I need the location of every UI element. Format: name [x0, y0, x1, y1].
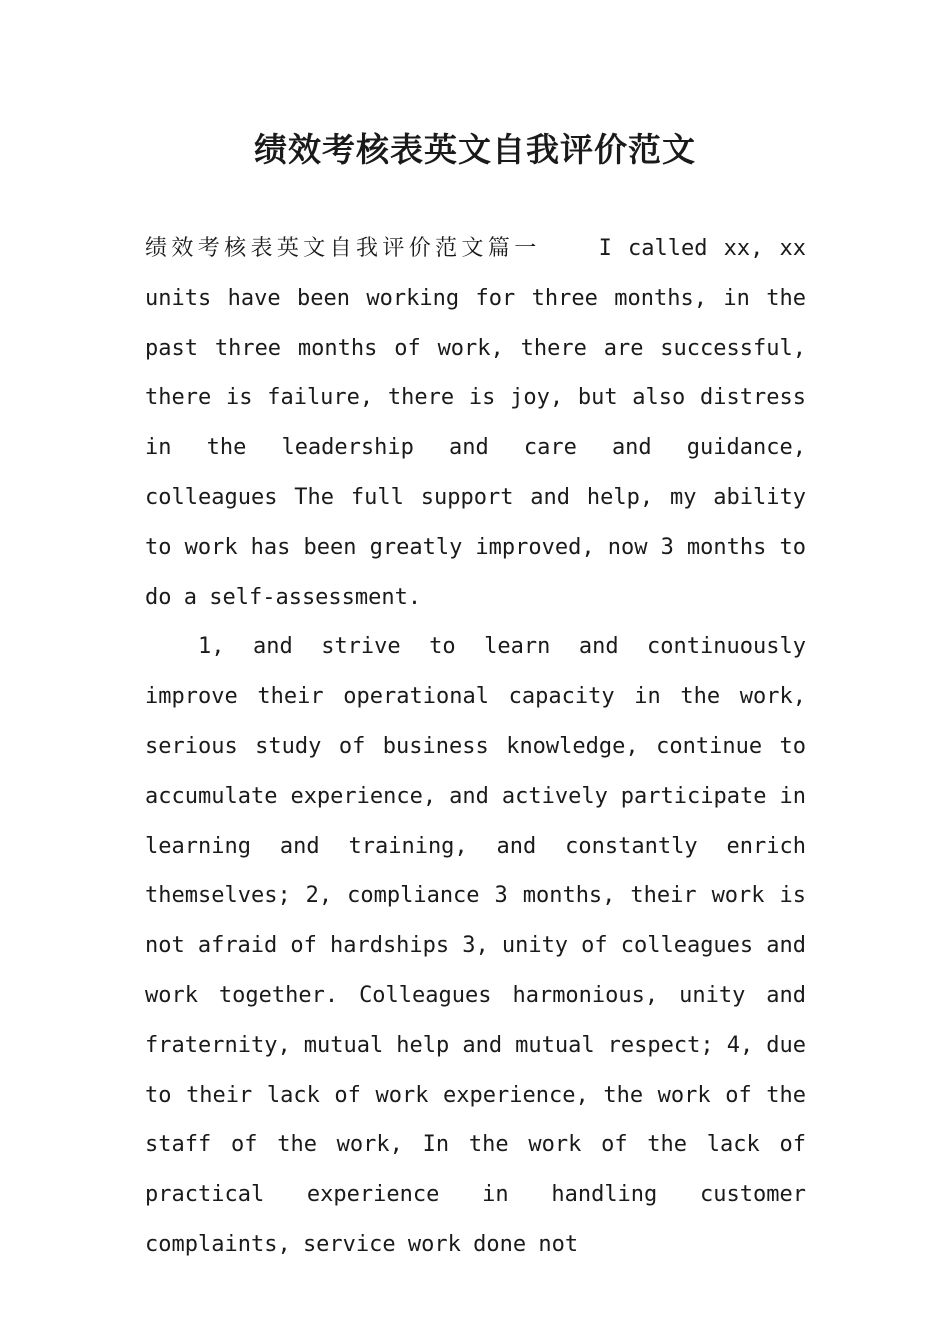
paragraph-1	[145, 224, 806, 622]
section-heading: 绩效考核表英文自我评价范文篇一	[145, 236, 541, 261]
paragraph-1-text: I called xx, xx units have been working for three months, in the past three months of work, there are successful, there is failure, there is joy, but also distress in the leadership and care and guidance, colleagues The full support and help, my ability to work has been greatly improved, now 3 months to do a self-assessment.	[145, 236, 806, 610]
paragraph-2-text: 1, and strive to learn and continuously improve their operational capacity in the work, serious study of business knowledge, continue to accumulate experience, and actively participate in learning and training, and constantly enrich themselves; 2, compliance 3 months, their work is not afraid of hardships 3, unity of colleagues and work together. Colleagues harmonious, unity and fraternity, mutual help and mutual respect; 4, due to their lack of work experience, the work of the staff of the work, In the work of the lack of practical experience in handling customer complaints, service work done not	[145, 634, 806, 1257]
document-title: 绩效考核表英文自我评价范文	[254, 130, 696, 169]
document-body	[145, 224, 806, 1270]
paragraph-2	[145, 622, 806, 1269]
